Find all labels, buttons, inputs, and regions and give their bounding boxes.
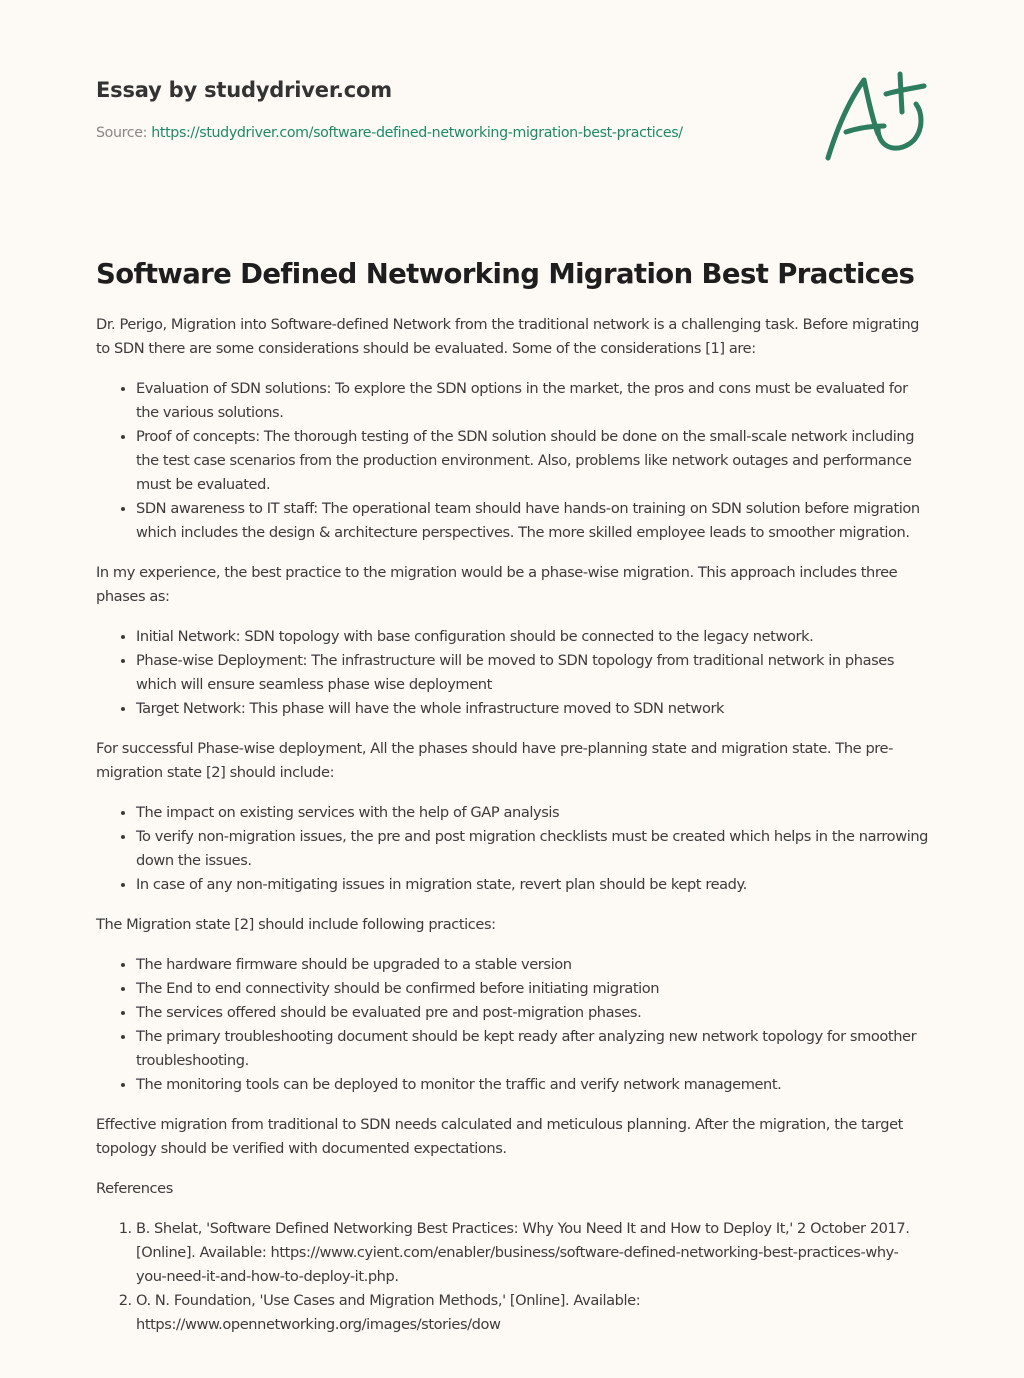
list-item: • The impact on existing services with the help of GAP analysis [136, 801, 928, 825]
source-label: Source: [96, 125, 148, 141]
premigration-list [96, 801, 928, 897]
reference-item: 1. B. Shelat, 'Software Defined Networking Best Practices: Why You Need It and How to Deploy It,' 2 October 2017. [Online]. Available: https://www.cyient.com/enabler/business/software-defined-networking-best-practices-why-you-need-it-and-how-to-deploy-it.php. [136, 1217, 928, 1289]
list-item: • In case of any non-mitigating issues in migration state, revert plan should be kept ready. [136, 873, 928, 897]
article [96, 254, 928, 1353]
list-item: • The hardware firmware should be upgraded to a stable version [136, 953, 928, 977]
page-title: Software Defined Networking Migration Best Practices [96, 258, 915, 290]
conclusion-paragraph: Effective migration from traditional to SDN needs calculated and meticulous planning. After the migration, the target topology should be verified with documented expectations. [96, 1116, 903, 1157]
references-heading: References [96, 1180, 173, 1197]
source-link[interactable]: https://studydriver.com/software-defined-networking-migration-best-practices/ [151, 125, 683, 141]
phases-list [96, 625, 928, 721]
list-item: • The monitoring tools can be deployed to monitor the traffic and verify network management. [136, 1073, 928, 1097]
list-item: • SDN awareness to IT staff: The operational team should have hands-on training on SDN solution before migration which includes the design & architecture perspectives. The more skilled employee leads to smoother migration. [136, 497, 928, 545]
list-item: • Proof of concepts: The thorough testing of the SDN solution should be done on the small-scale network including the test case scenarios from the production environment. Also, problems like network outages and performance must be evaluated. [136, 425, 928, 497]
reference-item: 2. O. N. Foundation, 'Use Cases and Migration Methods,' [Online]. Available: https://www.opennetworking.org/images/stories/dow [136, 1289, 928, 1337]
source-line [96, 123, 796, 143]
premigration-intro-paragraph: For successful Phase-wise deployment, All the phases should have pre-planning state and migration state. The pre-migration state [2] should include: [96, 740, 893, 781]
list-item: • The services offered should be evaluated pre and post-migration phases. [136, 1001, 928, 1025]
considerations-list [96, 377, 928, 545]
references-list [96, 1217, 928, 1337]
migration-intro-paragraph: The Migration state [2] should include following practices: [96, 916, 496, 933]
list-item: • The primary troubleshooting document should be kept ready after analyzing new network topology for smoother troubleshooting. [136, 1025, 928, 1073]
a-plus-logo-icon [822, 68, 928, 166]
site-title: Essay by studydriver.com [96, 78, 392, 102]
phases-intro-paragraph: In my experience, the best practice to the migration would be a phase-wise migration. This approach includes three phases as: [96, 564, 898, 605]
list-item: • Target Network: This phase will have the whole infrastructure moved to SDN network [136, 697, 928, 721]
list-item: • Initial Network: SDN topology with base configuration should be connected to the legacy network. [136, 625, 928, 649]
list-item: • Evaluation of SDN solutions: To explore the SDN options in the market, the pros and cons must be evaluated for the various solutions. [136, 377, 928, 425]
list-item: • Phase-wise Deployment: The infrastructure will be moved to SDN topology from traditional network in phases which will ensure seamless phase wise deployment [136, 649, 928, 697]
list-item: • To verify non-migration issues, the pre and post migration checklists must be created which helps in the narrowing down the issues. [136, 825, 928, 873]
list-item: • The End to end connectivity should be confirmed before initiating migration [136, 977, 928, 1001]
intro-paragraph: Dr. Perigo, Migration into Software-defined Network from the traditional network is a challenging task. Before migrating to SDN there are some considerations should be evaluated. Some of the considerations [1] are: [96, 316, 920, 357]
migration-list [96, 953, 928, 1097]
page-header [96, 74, 796, 143]
